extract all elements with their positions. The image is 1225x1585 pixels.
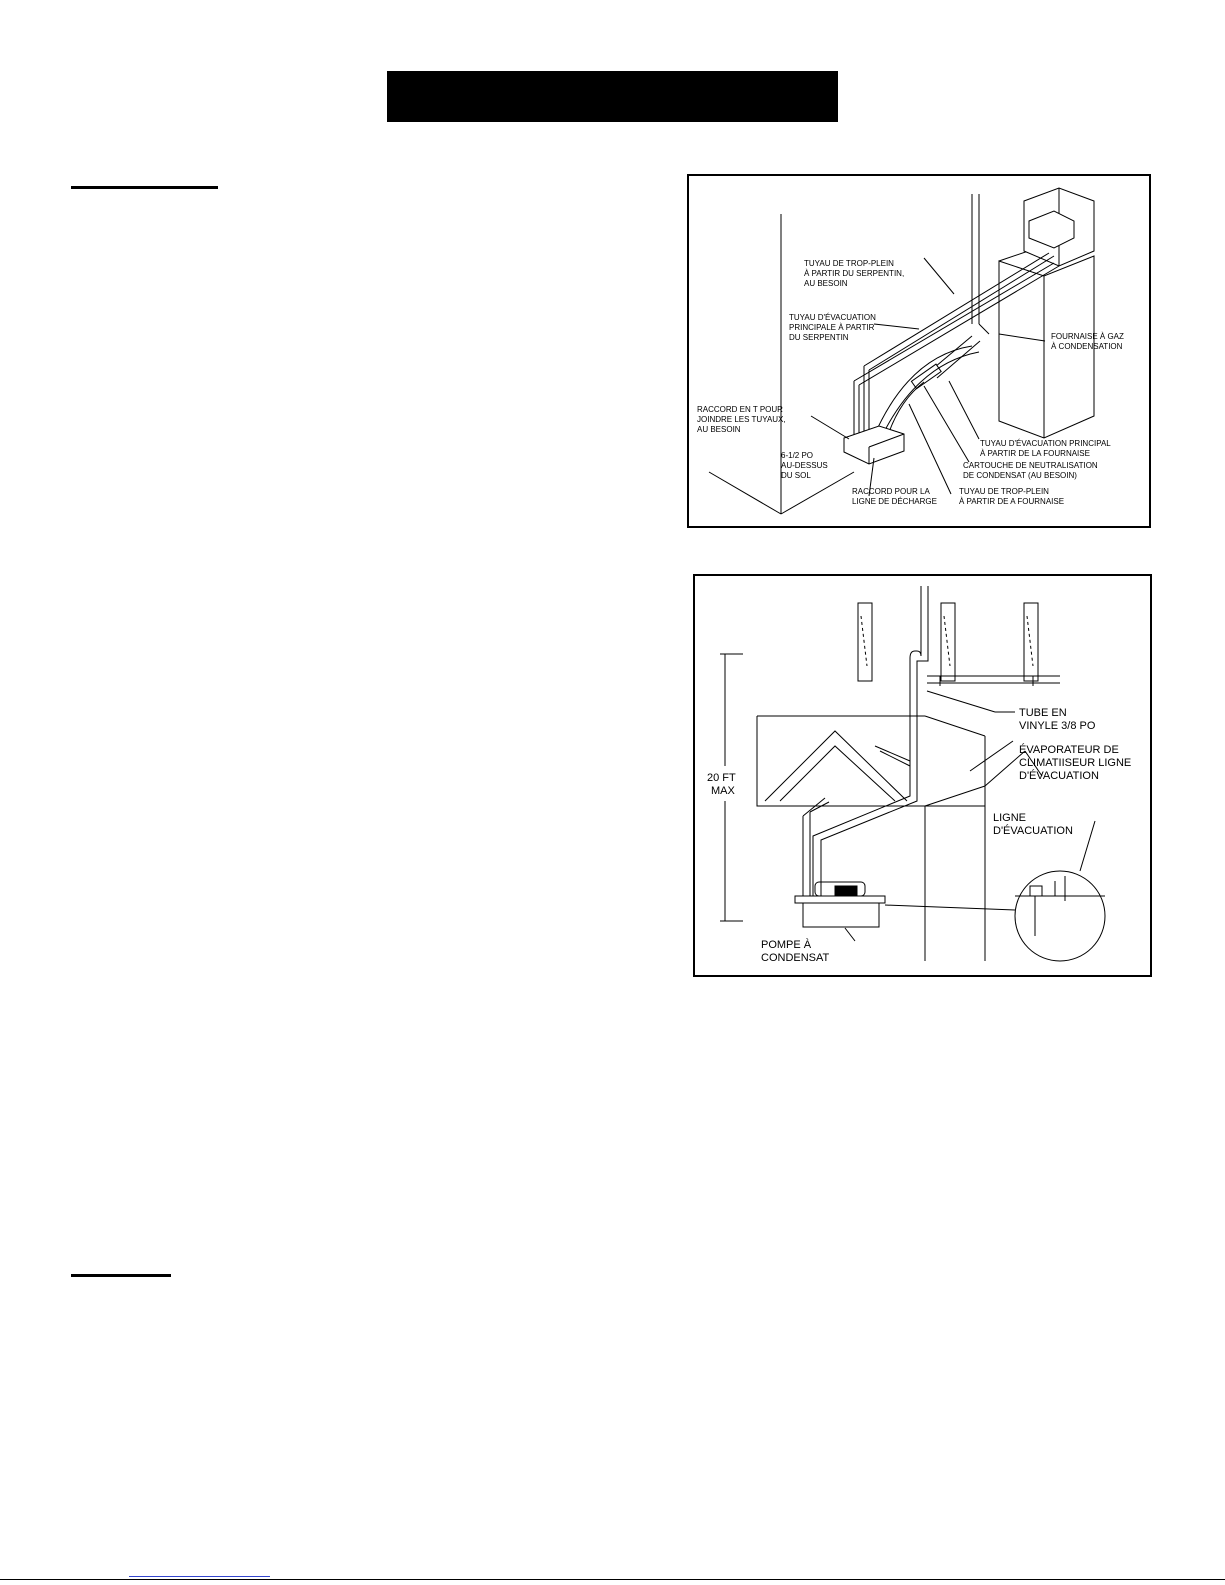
label-overflow-coil-3: AU BESOIN	[804, 279, 848, 288]
label-tee-2: JOINDRE LES TUYAUX,	[697, 415, 786, 424]
label-height-2: AU-DESSUS	[781, 461, 828, 470]
label-main-drain-coil-3: DU SERPENTIN	[789, 333, 849, 342]
svg-text:RACCORD EN T POURJOINDRE LES T	[697, 405, 786, 434]
label-discharge-2: LIGNE DE DÉCHARGE	[852, 497, 937, 506]
label-height-1: 6-1/2 PO	[781, 451, 814, 460]
label-tee-3: AU BESOIN	[697, 425, 741, 434]
pump-figure-labels	[707, 707, 1131, 964]
furnace-drain-figure	[687, 174, 1151, 528]
svg-text:20 FTMAX	[707, 772, 736, 797]
label-cartridge-2: DE CONDENSAT (AU BESOIN)	[963, 471, 1077, 480]
label-evaporator-2: CLIMATIISEUR LIGNE	[1019, 757, 1132, 769]
label-furnace-2: À CONDENSATION	[1051, 342, 1123, 351]
label-pump-2: CONDENSAT	[761, 952, 830, 964]
label-evaporator-3: D'ÉVACUATION	[1019, 770, 1099, 782]
label-height-3: DU SOL	[781, 471, 811, 480]
svg-text:TUYAU D'ÉVACUATION PRINCIPALÀ	[980, 439, 1111, 458]
label-height-ft: 20 FT	[707, 772, 736, 784]
label-tee-1: RACCORD EN T POUR	[697, 405, 783, 414]
svg-text:6-1/2 POAU-DESSUSDU SOL	[781, 451, 828, 480]
footer-link-underline[interactable]	[129, 1576, 270, 1577]
label-evaporator-1: ÉVAPORATEUR DE	[1019, 744, 1119, 756]
label-furnace-1: FOURNAISE À GAZ	[1051, 332, 1124, 341]
label-overflow-coil-2: À PARTIR DU SERPENTIN,	[804, 269, 905, 278]
label-main-drain-furnace-2: À PARTIR DE LA FOURNAISE	[980, 449, 1090, 458]
svg-text:ÉVAPORATEUR DECLIMATIISEUR LIG	[1019, 743, 1131, 782]
heading-underline	[71, 186, 218, 189]
svg-text:TUYAU DE TROP-PLEINÀ PARTIR DU	[804, 259, 904, 288]
label-tube-2: VINYLE 3/8 PO	[1019, 720, 1096, 732]
label-drain-line-1: LIGNE	[993, 812, 1027, 824]
svg-text:TUBE ENVINYLE 3/8 PO	[1019, 707, 1096, 732]
label-main-drain-coil-2: PRINCIPALE À PARTIR	[789, 323, 875, 332]
label-main-drain-furnace-1: TUYAU D'ÉVACUATION PRINCIPAL	[980, 439, 1111, 448]
label-main-drain-coil-1: TUYAU D'ÉVACUATION	[789, 313, 876, 322]
svg-text:POMPE ÀCONDENSAT	[761, 938, 830, 964]
label-height-max: MAX	[711, 785, 735, 797]
label-overflow-furnace-1: TUYAU DE TROP-PLEIN	[959, 487, 1049, 496]
footer-rule	[0, 1579, 1225, 1580]
label-overflow-coil-1: TUYAU DE TROP-PLEIN	[804, 259, 894, 268]
label-discharge-1: RACCORD POUR LA	[852, 487, 930, 496]
condensate-pump-figure	[693, 574, 1152, 977]
label-pump-1: POMPE À	[761, 939, 812, 951]
label-drain-line-2: D'ÉVACUATION	[993, 825, 1073, 837]
svg-text:TUYAU DE TROP-PLEINÀ PARTIR DE	[959, 487, 1064, 506]
condensate-pump-diagram	[695, 576, 1150, 975]
section-title-bar	[387, 71, 838, 122]
label-cartridge-1: CARTOUCHE DE NEUTRALISATION	[963, 461, 1098, 470]
furnace-drain-diagram	[689, 176, 1149, 526]
svg-text:FOURNAISE À GAZÀ CONDENSATION	[1051, 332, 1124, 351]
label-overflow-furnace-2: À PARTIR DE A FOURNAISE	[959, 497, 1065, 506]
svg-text:LIGNED'ÉVACUATION	[993, 812, 1073, 837]
svg-text:CARTOUCHE DE NEUTRALISATIONDE	[963, 461, 1098, 480]
svg-text:RACCORD POUR LALIGNE DE DÉCHAR	[852, 487, 937, 506]
svg-text:TUYAU D'ÉVACUATIONPRINCIPALE À	[789, 313, 876, 342]
label-tube-1: TUBE EN	[1019, 707, 1067, 719]
heading-underline-2	[71, 1274, 171, 1277]
